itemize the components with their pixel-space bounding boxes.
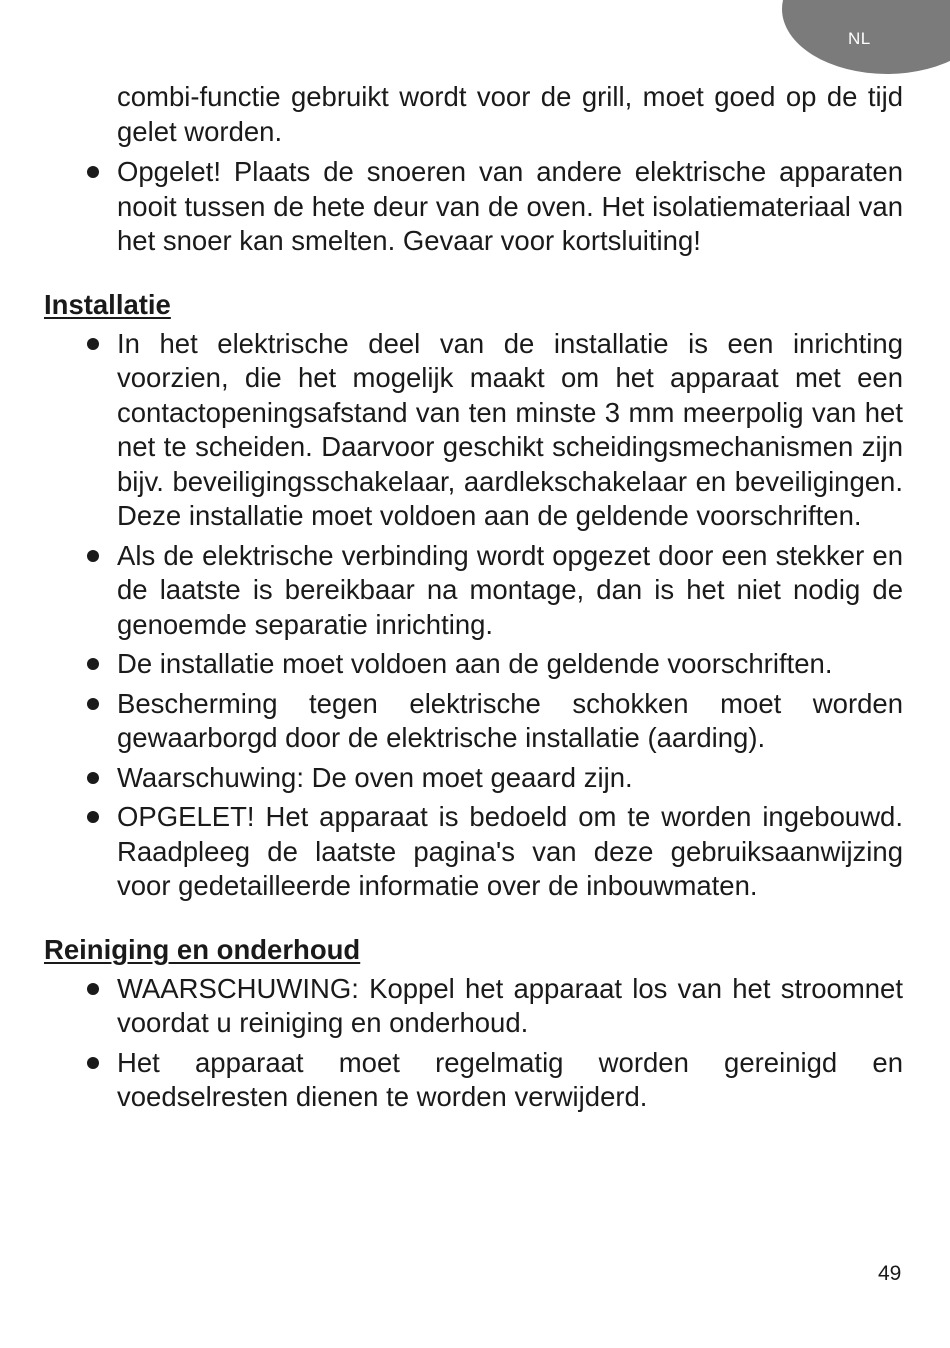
list-item: Bescherming tegen elektrische schokken moet worden gewaarborgd door de elektrische installatie (aarding). — [117, 687, 903, 756]
list-item: WAARSCHUWING: Koppel het apparaat los van het stroomnet voordat u reiniging en onderhoud. — [117, 972, 903, 1041]
page-number: 49 — [878, 1262, 902, 1285]
list-item: In het elektrische deel van de installatie is een inrichting voorzien, die het mogelijk maakt om het apparaat met een contactopeningsafstand van ten minste 3 mm meerpolig van het net te scheiden. Daarvoor geschikt scheidingsmechanismen zijn bijv. beveiligingsschakelaar, aardlekschakelaar en beveiligingen. Deze installatie moet voldoen aan de geldende voorschriften. — [117, 327, 903, 534]
language-label: NL — [848, 29, 871, 48]
list-item: Het apparaat moet regelmatig worden gereinigd en voedselresten dienen te worden verwijderd. — [117, 1046, 903, 1115]
list-item: Waarschuwing: De oven moet geaard zijn. — [117, 761, 903, 796]
safety-list — [0, 155, 950, 259]
section-heading-reiniging: Reiniging en onderhoud — [44, 933, 361, 965]
installatie-list — [0, 327, 950, 904]
page-content — [0, 80, 950, 1120]
intro-paragraph: combi-functie gebruikt wordt voor de grill, moet goed op de tijd gelet worden. — [117, 81, 903, 147]
list-item: Opgelet! Plaats de snoeren van andere elektrische apparaten nooit tussen de hete deur van de oven. Het isolatiemateriaal van het snoer kan smelten. Gevaar voor kortsluiting! — [117, 155, 903, 259]
list-item: De installatie moet voldoen aan de geldende voorschriften. — [117, 647, 903, 682]
list-item: OPGELET! Het apparaat is bedoeld om te worden ingebouwd. Raadpleeg de laatste pagina's van deze gebruiksaanwijzing voor gedetailleerde informatie over de inbouwmaten. — [117, 800, 903, 904]
list-item: Als de elektrische verbinding wordt opgezet door een stekker en de laatste is bereikbaar na montage, dan is het niet nodig de genoemde separatie inrichting. — [117, 539, 903, 643]
reiniging-list — [0, 972, 950, 1115]
section-heading-installatie: Installatie — [44, 288, 171, 320]
